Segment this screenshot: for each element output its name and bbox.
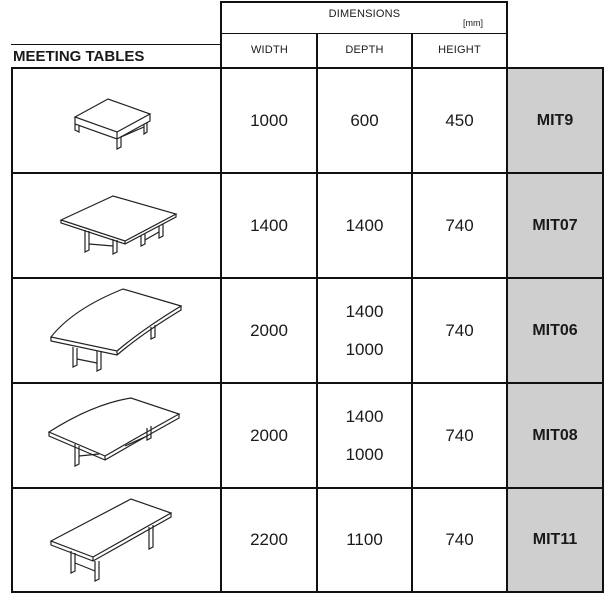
dimensions-header: DIMENSIONS bbox=[328, 8, 401, 20]
barrel-shaped-table-icon bbox=[13, 384, 221, 488]
product-code: MIT08 bbox=[508, 384, 602, 487]
depth-cell bbox=[318, 279, 411, 382]
boat-shaped-table-icon bbox=[13, 279, 221, 383]
col-header-width: WIDTH bbox=[250, 44, 289, 56]
width-cell: 2200 bbox=[250, 530, 288, 549]
height-cell: 450 bbox=[445, 110, 474, 130]
depth-cell bbox=[318, 69, 411, 172]
col-header-depth: DEPTH bbox=[345, 44, 384, 56]
depth-value: 1400 bbox=[345, 215, 384, 235]
page-title: MEETING TABLES bbox=[13, 48, 145, 65]
depth-value-max: 1400 bbox=[345, 301, 384, 321]
depth-value-max: 1400 bbox=[345, 406, 384, 426]
rectangular-desk-icon bbox=[13, 69, 221, 173]
product-code: MIT07 bbox=[508, 174, 602, 277]
height-cell: 740 bbox=[445, 530, 474, 549]
depth-cell bbox=[318, 489, 411, 591]
unit-label: [mm] bbox=[463, 18, 483, 28]
depth-value: 1100 bbox=[346, 530, 383, 549]
square-table-icon bbox=[13, 174, 221, 278]
depth-cell bbox=[318, 174, 411, 277]
height-cell: 740 bbox=[445, 215, 474, 235]
col-header-height: HEIGHT bbox=[438, 44, 481, 56]
product-code: MIT9 bbox=[508, 69, 602, 172]
width-cell: 2000 bbox=[250, 425, 288, 445]
depth-value: 600 bbox=[350, 110, 379, 130]
width-cell: 1000 bbox=[250, 110, 288, 130]
rectangular-table-icon bbox=[13, 489, 221, 593]
product-code: MIT06 bbox=[508, 279, 602, 382]
depth-value-min: 1000 bbox=[345, 339, 384, 359]
depth-value-min: 1000 bbox=[345, 444, 384, 464]
height-cell: 740 bbox=[445, 425, 474, 445]
depth-cell bbox=[318, 384, 411, 487]
width-cell: 1400 bbox=[250, 215, 288, 235]
product-code: MIT11 bbox=[508, 489, 602, 591]
width-cell: 2000 bbox=[250, 320, 288, 340]
height-cell: 740 bbox=[445, 320, 474, 340]
